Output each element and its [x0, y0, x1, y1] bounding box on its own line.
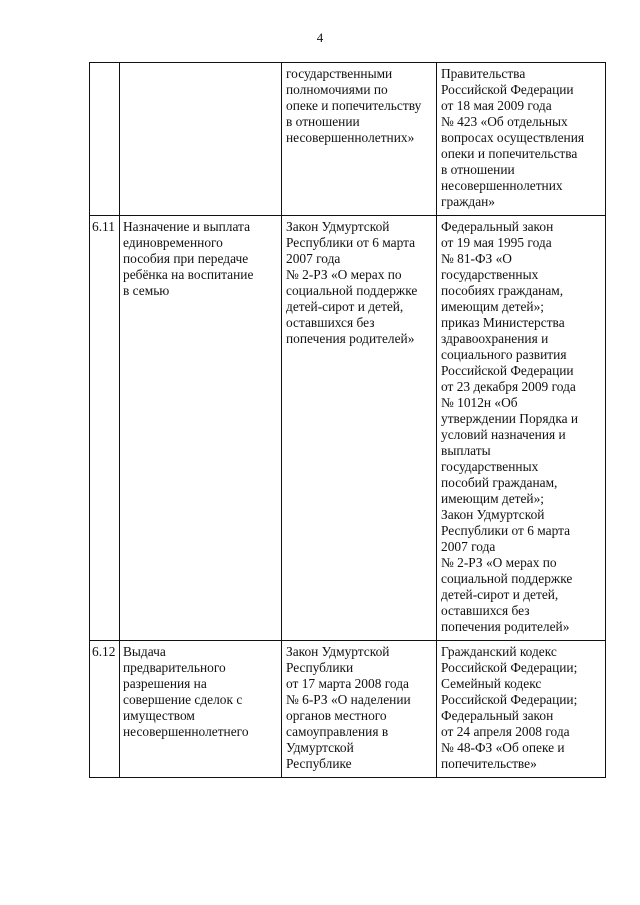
regional-law-cell: государственными полномочиями по опеке и попечительству в отношении несовершеннолетних» [282, 63, 437, 216]
table-row [90, 216, 606, 641]
row-number-cell: 6.12 [90, 641, 120, 778]
table-row [90, 641, 606, 778]
service-name-cell: Выдача предварительного разрешения на совершение сделок с имуществом несовершеннолетнего [120, 641, 282, 778]
service-name-cell [120, 63, 282, 216]
services-table [89, 62, 606, 778]
legal-basis-cell: Правительства Российской Федерации от 18 мая 2009 года № 423 «Об отдельных вопросах осуществления опеки и попечительства в отношении несовершеннолетних граждан» [437, 63, 606, 216]
regional-law-cell: Закон Удмуртской Республики от 6 марта 2007 года № 2-РЗ «О мерах по социальной поддержке детей-сирот и детей, оставшихся без попечения родителей» [282, 216, 437, 641]
regional-law-cell: Закон Удмуртской Республики от 17 марта 2008 года № 6-РЗ «О наделении органов местного самоуправления в Удмуртской Республике [282, 641, 437, 778]
table-row [90, 63, 606, 216]
page-number: 4 [316, 30, 324, 45]
legal-basis-cell: Гражданский кодекс Российской Федерации; Семейный кодекс Российской Федерации; Федеральный закон от 24 апреля 2008 года № 48-ФЗ «Об опеке и попечительстве» [437, 641, 606, 778]
legal-basis-cell: Федеральный закон от 19 мая 1995 года № 81-ФЗ «О государственных пособиях гражданам, имеющим детей»; приказ Министерства здравоохранения и социального развития Российской Федерации от 23 декабря 2009 года № 1012н «Об утверждении Порядка и условий назначения и выплаты государственных пособий гражданам, имеющим детей»; Закон Удмуртской Республики от 6 марта 2007 года № 2-РЗ «О мерах по социальной поддержке детей-сирот и детей, оставшихся без попечения родителей» [437, 216, 606, 641]
row-number-cell [90, 63, 120, 216]
row-number-cell: 6.11 [90, 216, 120, 641]
service-name-cell: Назначение и выплата единовременного пособия при передаче ребёнка на воспитание в семью [120, 216, 282, 641]
